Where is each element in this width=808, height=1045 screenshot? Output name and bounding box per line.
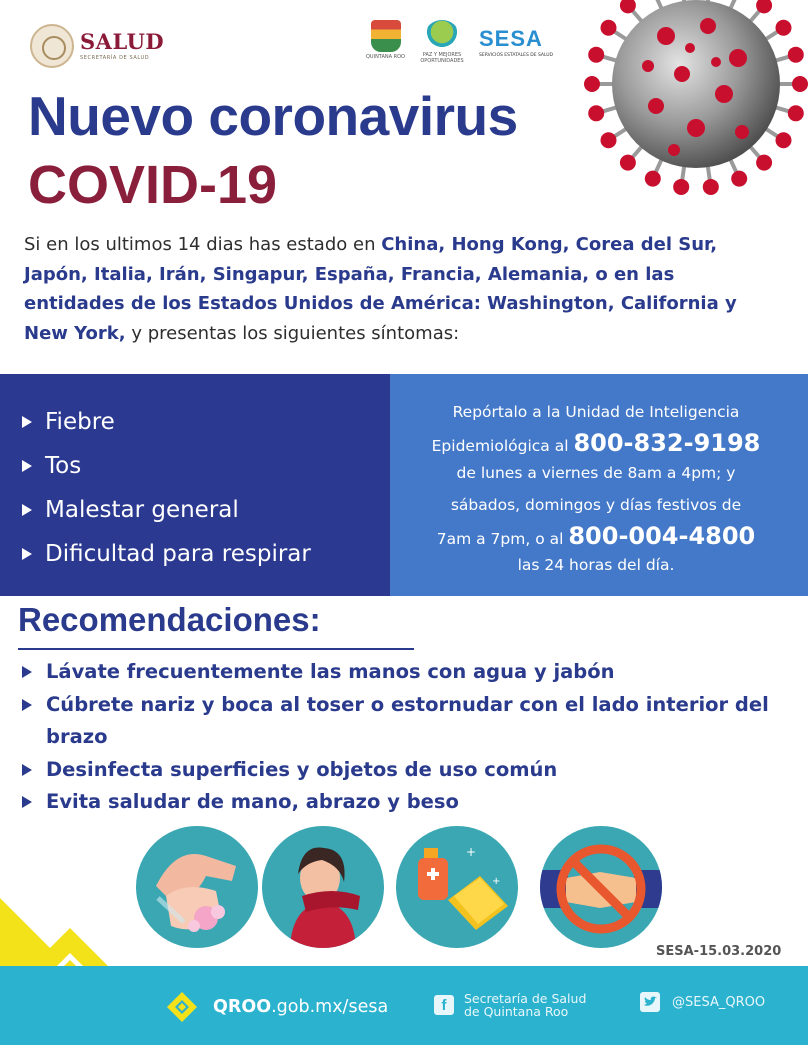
symptoms-band xyxy=(0,374,808,596)
national-seal-icon xyxy=(30,24,74,68)
quintana-roo-logo xyxy=(366,20,405,60)
virus-spike-tip xyxy=(788,47,804,63)
recommendation-text: Evita saludar de mano, abrazo y beso xyxy=(46,790,459,813)
phone-number-weekday[interactable]: 800-832-9198 xyxy=(573,429,761,457)
report-line: de lunes a viernes de 8am a 4pm; y xyxy=(456,464,736,482)
cough-into-elbow-icon xyxy=(262,826,384,948)
virus-spike-tip xyxy=(756,155,772,171)
bullet-arrow-icon xyxy=(22,666,32,678)
paz-logo xyxy=(417,20,467,64)
recommendations-list xyxy=(22,656,797,819)
coronavirus-icon xyxy=(578,0,808,202)
virus-spike-tip xyxy=(788,105,804,121)
virus-spike-tip xyxy=(731,171,747,187)
quintana-roo-crest-icon xyxy=(371,20,401,52)
report-panel xyxy=(390,374,808,596)
page-subtitle: COVID-19 xyxy=(28,155,278,215)
bullet-arrow-icon xyxy=(22,504,32,516)
symptom-label: Malestar general xyxy=(45,497,239,523)
salud-logo xyxy=(30,24,164,68)
tree-icon xyxy=(425,20,459,50)
report-text: 7am a 7pm, o al xyxy=(436,530,569,548)
disinfect-surfaces-icon xyxy=(396,826,518,948)
sesa-logo xyxy=(479,28,553,58)
twitter-handle: @SESA_QROO xyxy=(672,994,766,1010)
virus-spike-tip xyxy=(601,132,617,148)
facebook-line1: Secretaría de Salud xyxy=(464,991,587,1006)
recommendations-title: Recomendaciones: xyxy=(18,601,321,638)
virus-spike-tip xyxy=(601,20,617,36)
report-line-phone1 xyxy=(402,428,790,462)
virus-spike-tip xyxy=(584,76,600,92)
bullet-arrow-icon xyxy=(22,796,32,808)
bullet-arrow-icon xyxy=(22,416,32,428)
virus-spike-tip xyxy=(588,47,604,63)
recommendation-text: Lávate frecuentemente las manos con agua y jabón xyxy=(46,660,615,683)
symptom-item xyxy=(22,488,390,532)
symptom-label: Fiebre xyxy=(45,409,115,435)
website-domain-rest: .gob.mx/sesa xyxy=(271,997,389,1017)
recommendation-item xyxy=(22,656,797,689)
facebook-icon: f xyxy=(434,995,454,1015)
sesa-caption: SERVICIOS ESTATALES DE SALUD xyxy=(479,53,554,58)
virus-spike-tip xyxy=(792,76,808,92)
symptom-item xyxy=(22,532,390,576)
recommendation-text: Cúbrete nariz y boca al toser o estornudar con el lado interior del brazo xyxy=(46,692,769,748)
salud-subtitle: SECRETARÍA DE SALUD xyxy=(80,55,150,61)
intro-places: China, Hong Kong, Corea del Sur, Japón, Italia, Irán, Singapur, España, Francia, Alemania, o en las entidades de los Estados Unidos de América: Washington, California y New York, xyxy=(24,234,737,344)
report-text: Epidemiológica al xyxy=(431,437,574,455)
report-line-phone2 xyxy=(402,521,790,555)
intro-paragraph xyxy=(24,230,774,348)
virus-spike-tip xyxy=(775,20,791,36)
quintana-roo-caption: QUINTANA ROO xyxy=(366,54,405,60)
report-line: sábados, domingos y días festivos de xyxy=(450,496,742,514)
partner-logos xyxy=(366,20,553,64)
website-domain-bold: QROO xyxy=(213,997,272,1017)
virus-spike-tip xyxy=(645,171,661,187)
paz-caption: PAZ Y MEJORES OPORTUNIDADES xyxy=(420,52,464,64)
symptom-item xyxy=(22,400,390,444)
bullet-arrow-icon xyxy=(22,548,32,560)
page-title: Nuevo coronavirus xyxy=(28,85,518,147)
symptom-label: Dificultad para respirar xyxy=(45,541,311,567)
recommendation-item xyxy=(22,689,797,754)
facebook-link[interactable] xyxy=(434,992,586,1018)
facebook-line2: de Quintana Roo xyxy=(464,1004,569,1019)
recommendation-item xyxy=(22,754,797,787)
svg-text:+: + xyxy=(492,876,501,887)
virus-spike-tip xyxy=(673,179,689,195)
phone-number-24h[interactable]: 800-004-4800 xyxy=(568,522,756,550)
symptom-label: Tos xyxy=(45,453,82,479)
twitter-icon xyxy=(640,992,660,1012)
virus-spike-tip xyxy=(703,179,719,195)
report-line: Repórtalo a la Unidad de Inteligencia xyxy=(452,403,740,421)
sesa-name: SESA xyxy=(479,26,543,51)
document-code: SESA-15.03.2020 xyxy=(656,944,782,959)
bullet-arrow-icon xyxy=(22,764,32,776)
website-link[interactable] xyxy=(165,990,388,1024)
symptoms-panel xyxy=(0,374,390,596)
no-handshake-icon xyxy=(540,826,662,948)
recommendation-text: Desinfecta superficies y objetos de uso común xyxy=(46,757,558,781)
virus-spike-tip xyxy=(620,155,636,171)
svg-text:+: + xyxy=(466,845,477,859)
intro-lead: Si en los ultimos 14 dias has estado en xyxy=(24,234,382,255)
virus-spike-tip xyxy=(588,105,604,121)
bullet-arrow-icon xyxy=(22,699,32,711)
symptom-item xyxy=(22,444,390,488)
salud-name: SALUD xyxy=(80,29,165,54)
title-underline xyxy=(18,648,414,650)
intro-tail: y presentas los siguientes síntomas: xyxy=(125,322,460,344)
twitter-link[interactable] xyxy=(640,992,765,1012)
report-line: las 24 horas del día. xyxy=(517,556,675,574)
symptoms-list xyxy=(22,400,390,576)
recommendation-item xyxy=(22,786,797,819)
bullet-arrow-icon xyxy=(22,460,32,472)
qroo-logo-icon xyxy=(165,990,199,1024)
virus-spike-tip xyxy=(775,132,791,148)
